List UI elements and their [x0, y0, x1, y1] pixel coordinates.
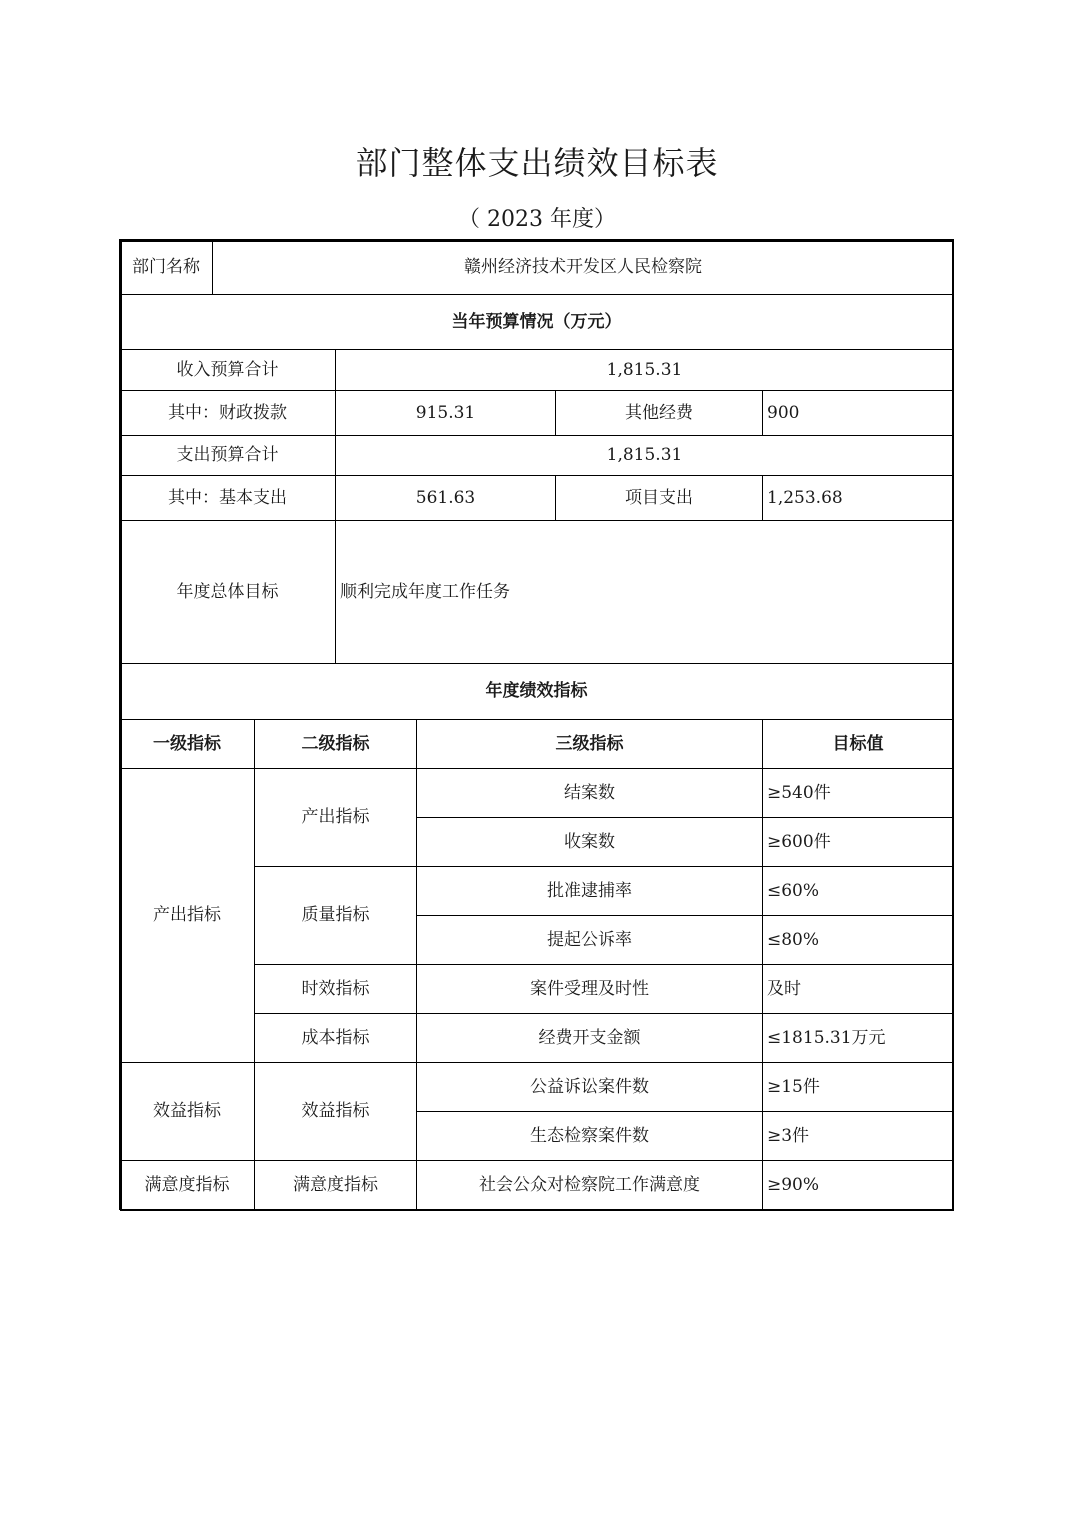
row-target: ≥540件 [762, 768, 954, 818]
budget-section-header: 当年预算情况（万元） [119, 294, 954, 350]
fiscal-allocation-label: 其中：财政拨款 [119, 390, 336, 436]
basic-expense-label: 其中：基本支出 [119, 475, 336, 521]
group-output: 产出指标 [119, 768, 255, 1063]
row-level3: 社会公众对检察院工作满意度 [416, 1160, 763, 1210]
row-target: ≥90% [762, 1160, 954, 1210]
income-total-value: 1,815.31 [335, 349, 954, 391]
other-funds-value: 900 [762, 390, 954, 436]
basic-expense-value: 561.63 [335, 475, 556, 521]
page-title: 部门整体支出绩效目标表 [355, 144, 719, 182]
row-target: ≤80% [762, 915, 954, 965]
subgroup-timeliness: 时效指标 [254, 964, 417, 1014]
subgroup-satisfaction: 满意度指标 [254, 1160, 417, 1210]
dept-label: 部门名称 [119, 239, 213, 295]
header-level2: 二级指标 [254, 719, 417, 769]
annual-goal-label: 年度总体目标 [119, 520, 336, 664]
dept-value: 赣州经济技术开发区人民检察院 [212, 239, 954, 295]
performance-table [120, 240, 954, 1211]
annual-goal-value: 顺利完成年度工作任务 [335, 520, 954, 664]
header-level1: 一级指标 [119, 719, 255, 769]
expense-total-label: 支出预算合计 [119, 435, 336, 476]
row-target: ≥600件 [762, 817, 954, 867]
subgroup-cost: 成本指标 [254, 1013, 417, 1063]
project-expense-value: 1,253.68 [762, 475, 954, 521]
row-level3: 经费开支金额 [416, 1013, 763, 1063]
row-level3: 生态检察案件数 [416, 1111, 763, 1161]
row-target: ≤60% [762, 866, 954, 916]
group-satisfaction: 满意度指标 [119, 1160, 255, 1210]
row-level3: 结案数 [416, 768, 763, 818]
subgroup-benefit: 效益指标 [254, 1062, 417, 1161]
subgroup-output: 产出指标 [254, 768, 417, 867]
row-target: ≥15件 [762, 1062, 954, 1112]
row-target: 及时 [762, 964, 954, 1014]
row-level3: 公益诉讼案件数 [416, 1062, 763, 1112]
row-level3: 提起公诉率 [416, 915, 763, 965]
row-level3: 收案数 [416, 817, 763, 867]
project-expense-label: 项目支出 [555, 475, 763, 521]
income-total-label: 收入预算合计 [119, 349, 336, 391]
row-level3: 批准逮捕率 [416, 866, 763, 916]
year-subtitle: （ 2023 年度） [458, 207, 616, 232]
row-level3: 案件受理及时性 [416, 964, 763, 1014]
expense-total-value: 1,815.31 [335, 435, 954, 476]
header-level3: 三级指标 [416, 719, 763, 769]
other-funds-label: 其他经费 [555, 390, 763, 436]
group-benefit: 效益指标 [119, 1062, 255, 1161]
row-target: ≤1815.31万元 [762, 1013, 954, 1063]
subgroup-quality: 质量指标 [254, 866, 417, 965]
fiscal-allocation-value: 915.31 [335, 390, 556, 436]
perf-section-header: 年度绩效指标 [119, 663, 954, 720]
row-target: ≥3件 [762, 1111, 954, 1161]
header-target: 目标值 [762, 719, 954, 769]
